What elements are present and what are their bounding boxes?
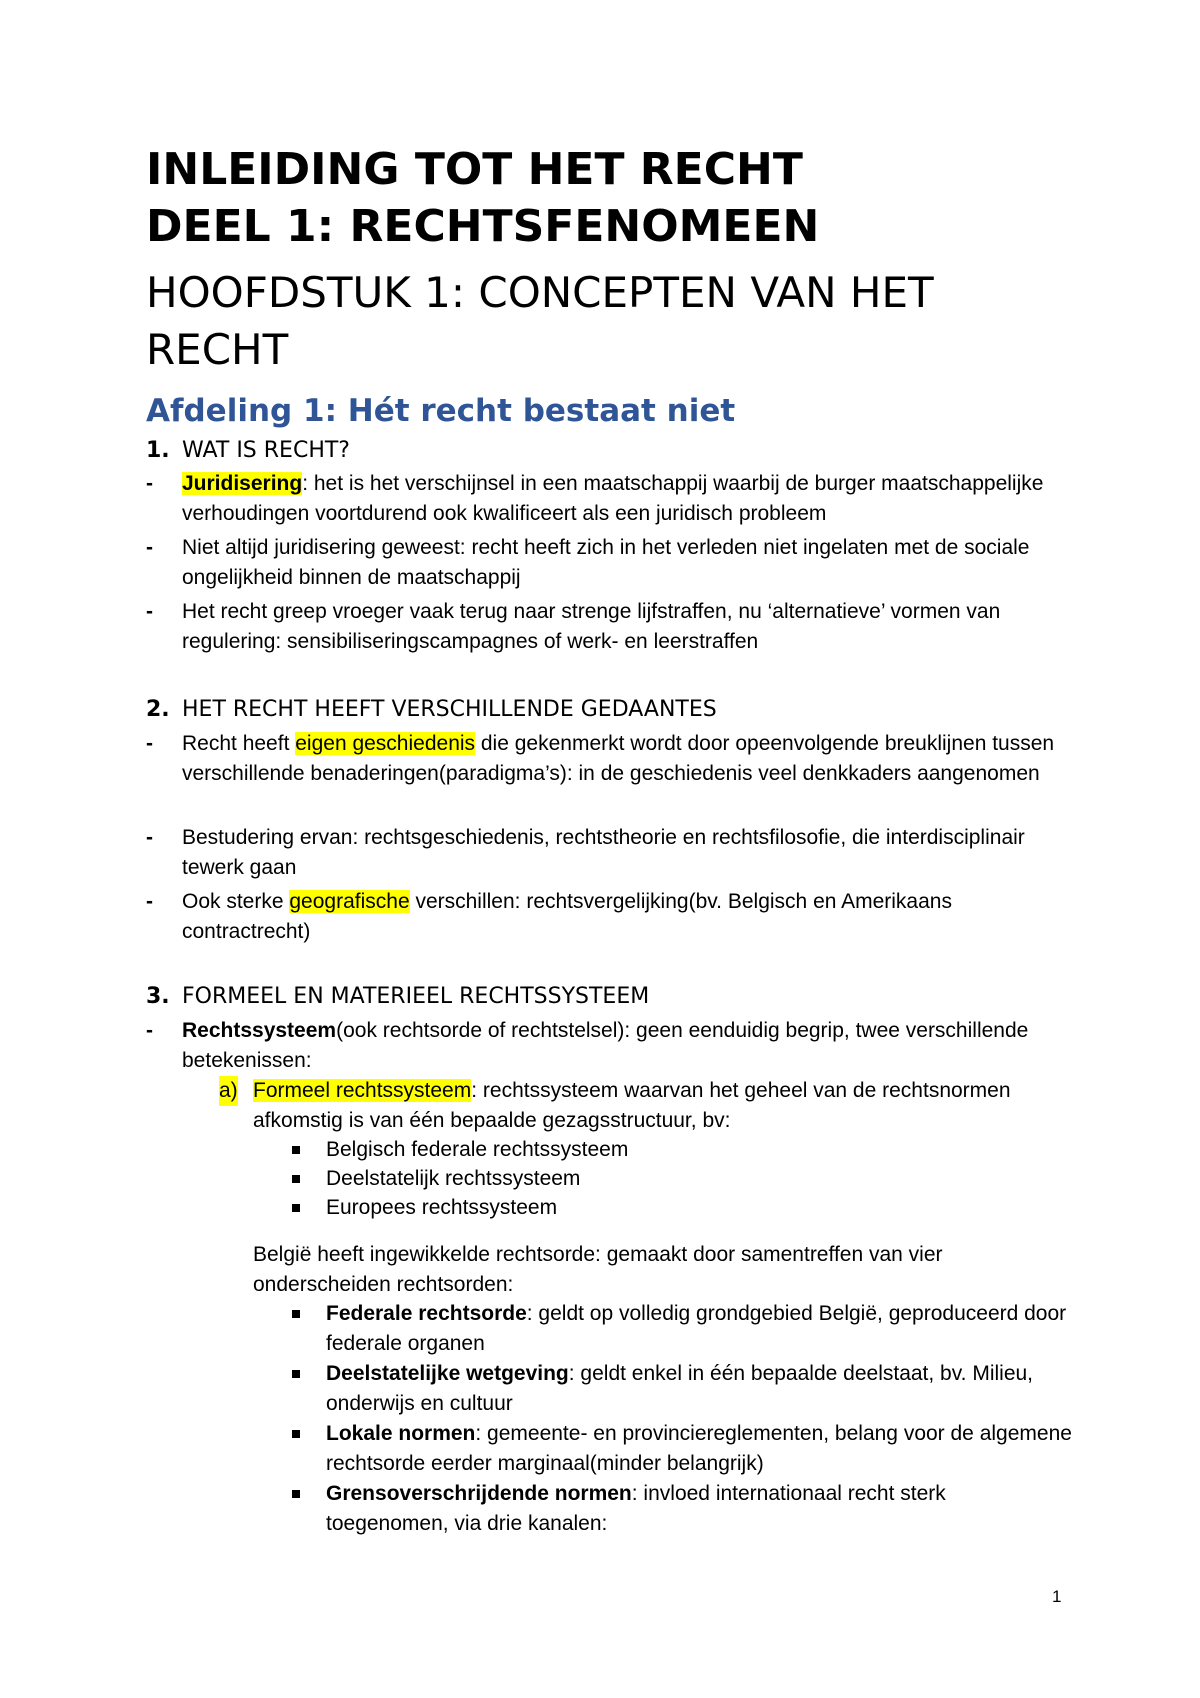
dash-bullet: - [146,600,153,623]
square-bullet-icon [292,1430,300,1438]
dash-bullet: - [146,536,153,559]
text-span: (ook rechtsorde of rechtstelsel): geen eenduidig begrip, twee verschillende betekenissen: [182,1019,1029,1072]
text-span: : invloed internationaal recht sterk toegenomen, via drie kanalen: [326,1482,946,1535]
square-bullet-icon [292,1146,300,1154]
list-item-text: Het recht greep vroeger vaak terug naar strenge lijfstraffen, nu ‘alternatieve’ vormen van regulering: sensibiliseringscampagnes of werk- en leerstraffen [182,600,1001,653]
list-item [146,597,1066,657]
square-bullet-icon [292,1310,300,1318]
paragraph: België heeft ingewikkelde rechtsorde: gemaakt door samentreffen van vier onderscheiden rechtsorden: [253,1243,943,1296]
section-heading: Afdeling 1: Hét recht bestaat niet [146,393,736,429]
square-bullet-icon [292,1370,300,1378]
heading-number: 1. [146,438,170,463]
heading-text: HET RECHT HEEFT VERSCHILLENDE GEDAANTES [182,697,717,722]
bold-term: Deelstatelijke wetgeving [326,1362,569,1385]
square-list-item [292,1193,1072,1223]
bold-term: Rechtssysteem [182,1019,337,1042]
heading-text: FORMEEL EN MATERIEEL RECHTSSYSTEEM [182,984,650,1009]
heading-2 [146,697,717,722]
text-span: : geldt enkel in één bepaalde deelstaat, bv. Milieu, onderwijs en cultuur [326,1362,1034,1415]
bold-term: Grensoverschrijdende normen [326,1482,632,1505]
square-list-item [292,1135,1072,1165]
square-list-item [292,1419,1072,1479]
part-title: DEEL 1: RECHTSFENOMEEN [146,201,820,252]
list-item-text [182,1016,1066,1076]
sub-list-label: a) [219,1076,238,1106]
sub-list-item [219,1076,1069,1136]
dash-bullet: - [146,826,153,849]
dash-bullet: - [146,1019,153,1042]
document-title: INLEIDING TOT HET RECHT [146,144,803,195]
bold-term: Federale rechtsorde [326,1302,527,1325]
text-span: die gekenmerkt wordt door opeenvolgende breuklijnen tussen verschillende benaderingen(paradigma’s): in de geschiedenis veel denkkaders aangenomen [182,732,1055,785]
square-list-item [292,1164,1072,1194]
bold-term: Lokale normen [326,1422,476,1445]
dash-bullet: - [146,472,153,495]
dash-bullet: - [146,732,153,755]
list-item [146,533,1066,593]
text-span: Recht heeft [182,732,296,755]
square-bullet-icon [292,1204,300,1212]
text-span: verschillen: rechtsvergelijking(bv. Belgisch en Amerikaans contractrecht) [182,890,952,943]
highlighted-term: Formeel rechtssysteem [253,1079,472,1102]
highlighted-term: Juridisering [182,472,303,495]
list-item-text: Belgisch federale rechtssysteem [326,1138,629,1161]
list-item [146,887,1066,947]
highlighted-term: geografische [289,890,410,913]
text-span: Ook sterke [182,890,290,913]
list-item-text [326,1419,1072,1479]
heading-text: WAT IS RECHT? [182,438,350,463]
list-item-text [182,729,1066,789]
list-item-text [326,1479,1072,1539]
list-item [146,1016,1066,1076]
text-span: : gemeente- en provinciereglementen, belang voor de algemene rechtsorde eerder marginaal(minder belangrijk) [326,1422,1072,1475]
square-list-item [292,1479,1072,1539]
heading-number: 3. [146,984,170,1009]
list-item-text: Bestudering ervan: rechtsgeschiedenis, rechtstheorie en rechtsfilosofie, die interdisciplinair tewerk gaan [182,826,1025,879]
list-item-text [326,1359,1072,1419]
square-bullet-icon [292,1175,300,1183]
square-list-item [292,1299,1072,1359]
heading-1 [146,438,350,463]
list-item-text: Niet altijd juridisering geweest: recht heeft zich in het verleden niet ingelaten met de sociale ongelijkheid binnen de maatschappij [182,536,1030,589]
dash-bullet: - [146,890,153,913]
text-span: : het is het verschijnsel in een maatschappij waarbij de burger maatschappelijke verhoudingen voortdurend ook kwalificeert als een juridisch probleem [182,472,1044,525]
list-item-text: Deelstatelijk rechtssysteem [326,1167,581,1190]
square-bullet-icon [292,1490,300,1498]
list-item-text: Europees rechtssysteem [326,1196,558,1219]
list-item [146,729,1066,789]
list-item [146,823,1066,883]
list-item-text [326,1299,1072,1359]
text-span: : geldt op volledig grondgebied België, geproduceerd door federale organen [326,1302,1067,1355]
list-item-text [182,887,1066,947]
square-list-item [292,1359,1072,1419]
chapter-title: HOOFDSTUK 1: CONCEPTEN VAN HET RECHT [146,268,934,374]
text-span: : rechtssysteem waarvan het geheel van de rechtsnormen afkomstig is van één bepaalde gezagsstructuur, bv: [253,1079,1011,1132]
heading-3 [146,984,649,1009]
heading-number: 2. [146,697,170,722]
page-number: 1 [1052,1587,1062,1606]
highlighted-term: eigen geschiedenis [295,732,476,755]
list-item-text [182,469,1066,529]
list-item [146,469,1066,529]
sub-list-text [253,1076,1069,1136]
